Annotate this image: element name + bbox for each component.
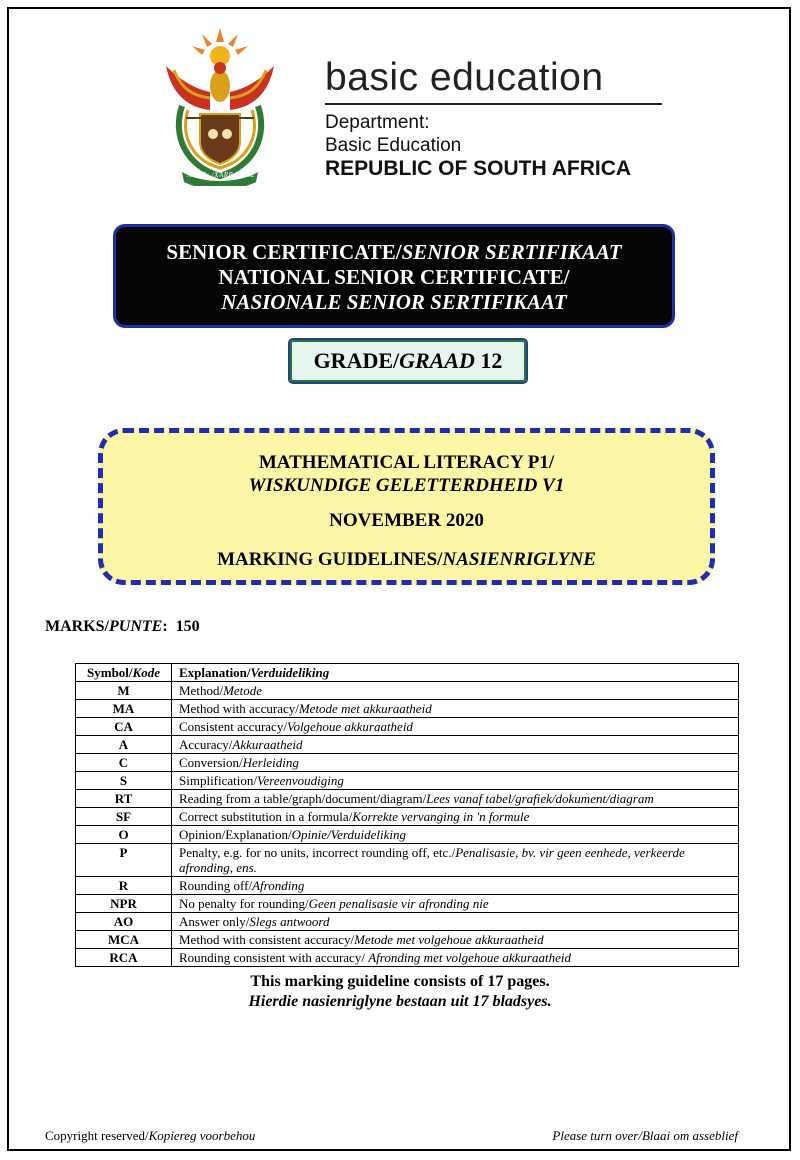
page-count-af: Hierdie nasienriglyne bestaan uit 17 bladsyes.: [248, 993, 552, 1010]
table-row: [76, 877, 739, 895]
symbol-explanation: Method with accuracy/Metode met akkuraatheid: [172, 700, 739, 718]
symbol-code: AO: [76, 913, 172, 931]
symbol-explanation: Method/Metode: [172, 682, 739, 700]
table-row: [76, 844, 739, 877]
symbol-code: NPR: [76, 895, 172, 913]
footer-copyright: Copyright reserved/Kopiereg voorbehou: [45, 1128, 256, 1143]
symbol-code: P: [76, 844, 172, 877]
symbol-code: R: [76, 877, 172, 895]
table-row: [76, 949, 739, 967]
symbol-explanation: Answer only/Slegs antwoord: [172, 913, 739, 931]
page-count-en: This marking guideline consists of 17 pages.: [250, 973, 550, 990]
grade-value: 12: [480, 348, 503, 373]
table-header-row: [76, 664, 739, 682]
table-row: [76, 772, 739, 790]
column-header-explanation: Explanation/Verduideliking: [172, 664, 739, 682]
page-count-note: [0, 972, 800, 1012]
table-row: [76, 895, 739, 913]
dept-line-3: REPUBLIC OF SOUTH AFRICA: [325, 157, 632, 180]
symbol-explanation: Consistent accuracy/Volgehoue akkuraatheid: [172, 718, 739, 736]
table-row: [76, 913, 739, 931]
certificate-line-2: NATIONAL SENIOR CERTIFICATE/: [218, 265, 570, 289]
grade-box: GRADE/GRAAD 12: [288, 338, 528, 384]
symbol-code: MA: [76, 700, 172, 718]
table-row: [76, 790, 739, 808]
symbol-explanation: Accuracy/Akkuraatheid: [172, 736, 739, 754]
table-row: [76, 826, 739, 844]
certificate-line-1: SENIOR CERTIFICATE/SENIOR SERTIFIKAAT: [166, 240, 622, 264]
symbol-explanation: Conversion/Herleiding: [172, 754, 739, 772]
dept-line-2: Basic Education: [325, 135, 462, 156]
symbol-code: C: [76, 754, 172, 772]
brand-title: basic education: [325, 56, 604, 99]
symbol-code: MCA: [76, 931, 172, 949]
department-block: [325, 111, 631, 180]
table-row: [76, 682, 739, 700]
symbol-code: O: [76, 826, 172, 844]
subject-box: [98, 428, 715, 585]
exam-date: NOVEMBER 2020: [329, 510, 484, 531]
total-marks: MARKS/PUNTE: 150: [45, 618, 200, 635]
symbol-explanation: Correct substitution in a formula/Korrekte vervanging in 'n formule: [172, 808, 739, 826]
symbol-code: CA: [76, 718, 172, 736]
symbol-code: RT: [76, 790, 172, 808]
symbol-code: SF: [76, 808, 172, 826]
dept-line-1: Department:: [325, 112, 430, 133]
symbol-explanation: Penalty, e.g. for no units, incorrect rounding off, etc./Penalisasie, bv. vir geen eenhede, verkeerde afronding, ens.: [172, 844, 739, 877]
symbol-explanation: Simplification/Vereenvoudiging: [172, 772, 739, 790]
table-row: [76, 754, 739, 772]
symbol-explanation: Rounding consistent with accuracy/ Afronding met volgehoue akkuraatheid: [172, 949, 739, 967]
total-marks-value: 150: [175, 618, 200, 635]
table-row: [76, 736, 739, 754]
table-row: [76, 931, 739, 949]
footer-turn-over: Please turn over/Blaai om asseblief: [552, 1128, 738, 1143]
symbol-explanation: Reading from a table/graph/document/diagram/Lees vanaf tabel/grafiek/dokument/diagram: [172, 790, 739, 808]
subject-title-en: MATHEMATICAL LITERACY P1/: [258, 452, 555, 473]
certificate-box: [113, 224, 675, 328]
symbol-code: RCA: [76, 949, 172, 967]
symbol-explanation: Rounding off/Afronding: [172, 877, 739, 895]
table-row: [76, 718, 739, 736]
symbol-code: M: [76, 682, 172, 700]
symbol-explanation: No penalty for rounding/Geen penalisasie vir afronding nie: [172, 895, 739, 913]
symbol-legend-table: [75, 663, 739, 967]
column-header-symbol: Symbol/Kode: [76, 664, 172, 682]
subject-title-af: WISKUNDIGE GELETTERDHEID V1: [248, 475, 565, 496]
certificate-line-3: NASIONALE SENIOR SERTIFIKAAT: [221, 290, 567, 314]
symbol-explanation: Method with consistent accuracy/Metode met volgehoue akkuraatheid: [172, 931, 739, 949]
table-row: [76, 700, 739, 718]
table-row: [76, 808, 739, 826]
coat-of-arms-logo: [152, 26, 288, 186]
crest-motto: !KE E: /XARRA //KE: [186, 171, 256, 179]
symbol-code: S: [76, 772, 172, 790]
brand-divider: [325, 103, 662, 105]
marking-guidelines-title: MARKING GUIDELINES/NASIENRIGLYNE: [217, 549, 596, 570]
symbol-explanation: Opinion/Explanation/Opinie/Verduideliking: [172, 826, 739, 844]
symbol-code: A: [76, 736, 172, 754]
